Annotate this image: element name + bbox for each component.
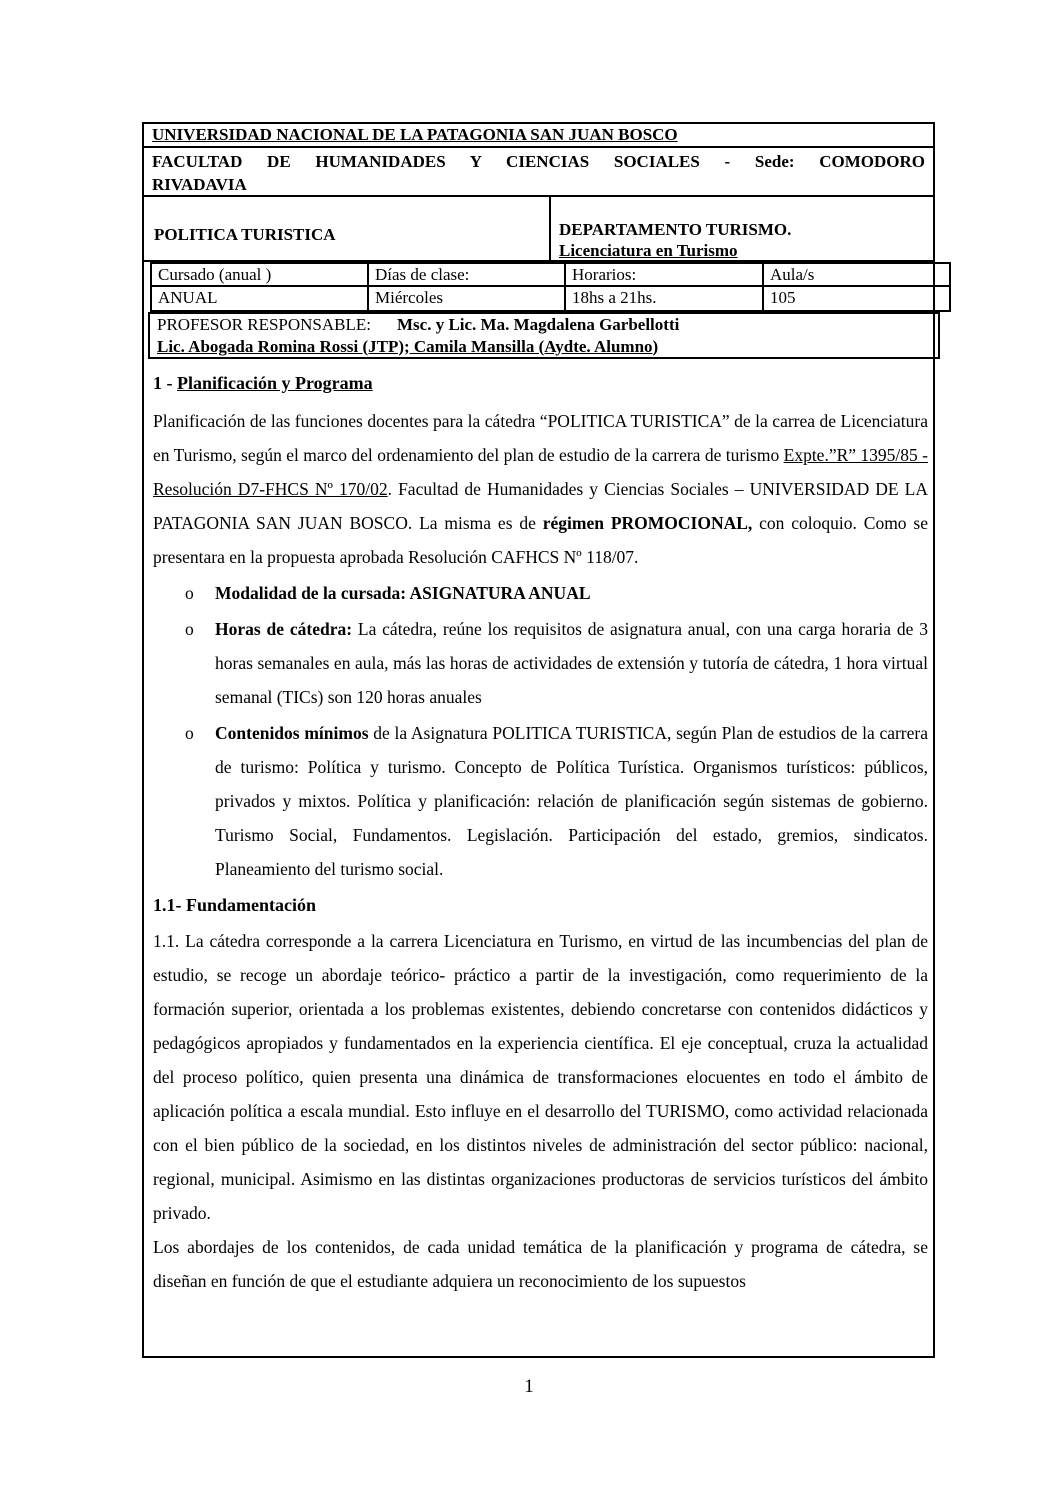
- professor-assistants: Lic. Abogada Romina Rossi (JTP); Camila Mansilla (Aydte. Alumno): [157, 336, 659, 356]
- schedule-table: [150, 262, 951, 312]
- bullet-contenidos-bold: Contenidos mínimos: [215, 723, 369, 743]
- faculty-title-line2: RIVADAVIA: [152, 175, 247, 194]
- bullet-contenidos-text: [215, 716, 928, 886]
- section1-title: Planificación y Programa: [177, 373, 373, 393]
- paragraph1-regimen: régimen PROMOCIONAL,: [542, 513, 753, 533]
- schedule-value-row: [152, 287, 949, 310]
- bullet-modalidad: [185, 576, 928, 610]
- schedule-header-cursado: Cursado (anual ): [152, 264, 369, 285]
- professor-label: PROFESOR RESPONSABLE:: [157, 315, 371, 334]
- bullet-contenidos-rest: de la Asignatura POLITICA TURISTICA, según Plan de estudios de la carrera de turismo: Política y turismo. Concepto de Política Turística. Organismos turísticos: públicos, privados y mixtos. Política y planificación: relación de planificación según sistemas de gobierno. Turismo Social, Fundamentos. Legislación. Participación del estado, gremios, sindicatos. Planeamiento del turismo social.: [215, 723, 928, 879]
- header-university-row: [144, 124, 933, 148]
- paragraph1-expediente: Expte.”R” 1395/85 - Resolución D7-FHCS Nº 170/02: [153, 445, 928, 499]
- document-body: [153, 364, 928, 1356]
- bullet-modalidad-bold: Modalidad de la cursada: ASIGNATURA ANUAL: [215, 583, 591, 603]
- schedule-value-cursado: ANUAL: [152, 287, 369, 310]
- professor-box: [148, 312, 940, 359]
- paragraph1-part1: Planificación de las funciones docentes para la cátedra “POLITICA TURISTICA” de la carrea de Licenciatura en Turismo, según el marco del ordenamiento del plan de estudio de la carrera de turismo: [153, 411, 928, 465]
- course-title: POLITICA TURISTICA: [154, 225, 336, 244]
- schedule-header-row: [152, 264, 949, 287]
- degree-program: Licenciatura en Turismo: [559, 241, 738, 260]
- professor-name: Msc. y Lic. Ma. Magdalena Garbellotti: [396, 315, 680, 334]
- department-name: DEPARTAMENTO TURISMO.: [559, 220, 792, 239]
- bullet-horas-rest: La cátedra, reúne los requisitos de asignatura anual, con una carga horaria de 3 horas semanales en aula, más las horas de actividades de extensión y tutoría de cátedra, 1 hora virtual semanal (TICs) son 120 horas anuales: [215, 619, 928, 707]
- header-course-row: [144, 197, 933, 262]
- paragraph-planificacion: [153, 404, 928, 574]
- bullet-contenidos: [185, 716, 928, 886]
- course-title-cell: [144, 197, 551, 260]
- section2-heading: 1.1- Fundamentación: [153, 895, 317, 915]
- bullet-horas: [185, 612, 928, 714]
- schedule-header-horarios: Horarios:: [566, 264, 764, 285]
- schedule-value-horarios: 18hs a 21hs.: [566, 287, 764, 310]
- schedule-value-dias: Miércoles: [369, 287, 566, 310]
- paragraph-abordajes: Los abordajes de los contenidos, de cada unidad temática de la planificación y programa de cátedra, se diseñan en función de que el estudiante adquiera un reconocimiento de los supuestos: [153, 1237, 928, 1291]
- schedule-header-aula: Aula/s: [770, 265, 815, 284]
- professor-line1: [157, 314, 938, 336]
- section1-number: 1 -: [153, 373, 177, 393]
- schedule-value-aula: 105: [770, 288, 796, 307]
- section1-heading: [153, 366, 928, 400]
- bullet-horas-bold: Horas de cátedra:: [215, 619, 353, 639]
- paragraph1-part2: . Facultad de Humanidades y Ciencias Sociales – UNIVERSIDAD DE LA PATAGONIA SAN JUAN BOSCO. La misma es de: [153, 479, 928, 533]
- paragraph1-part3: con coloquio. Como se presentara en la propuesta aprobada Resolución CAFHCS Nº 118/07.: [153, 513, 928, 567]
- schedule-header-dias: Días de clase:: [369, 264, 566, 285]
- bullet-marker: o: [185, 619, 194, 639]
- faculty-title-line1: FACULTAD DE HUMANIDADES Y CIENCIAS SOCIALES - Sede: COMODORO: [152, 152, 925, 171]
- bullet-modalidad-text: [215, 576, 928, 610]
- paragraph-fundamentacion: 1.1. La cátedra corresponde a la carrera Licenciatura en Turismo, en virtud de las incumbencias del plan de estudio, se recoge un abordaje teórico- práctico a partir de la investigación, como requerimiento de la formación superior, orientada a los problemas existentes, debiendo concretarse con contenidos didácticos y pedagógicos apropiados y fundamentados en la experiencia científica. El eje conceptual, cruza la actualidad del proceso político, quien presenta una dinámica de transformaciones elocuentes en todo el ámbito de aplicación política a escala mundial. Esto influye en el desarrollo del TURISMO, como actividad relacionada con el bien público de la sociedad, en los distintos niveles de administración del sector público: nacional, regional, municipal. Asimismo en las distintas organizaciones productoras de servicios turísticos del ámbito privado.: [153, 931, 928, 1223]
- page-number: 1: [524, 1376, 534, 1397]
- university-title: UNIVERSIDAD NACIONAL DE LA PATAGONIA SAN JUAN BOSCO: [152, 125, 678, 144]
- bullet-horas-text: [215, 612, 928, 714]
- bullet-marker: o: [185, 583, 194, 603]
- header-faculty-row: [144, 148, 933, 197]
- bullet-marker: o: [185, 723, 194, 743]
- department-cell: [551, 197, 933, 260]
